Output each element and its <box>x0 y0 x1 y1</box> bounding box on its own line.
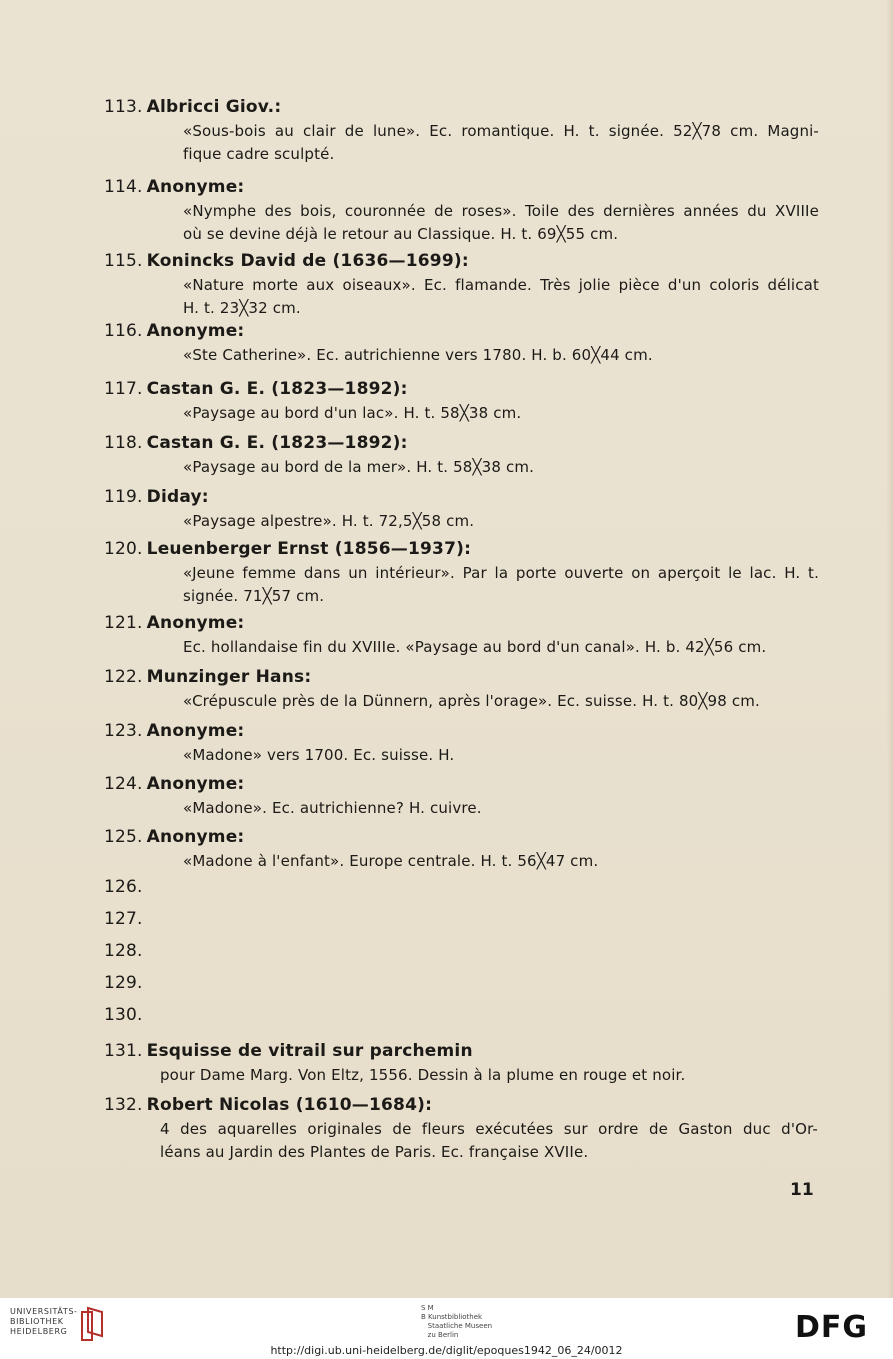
page-edge <box>887 0 893 1298</box>
entry-heading <box>104 320 244 342</box>
description-line: «Nymphe des bois, couronnée de roses». Toile des dernières années du XVIIIe <box>183 202 819 220</box>
entry-heading <box>104 940 143 962</box>
entry-heading <box>104 972 143 994</box>
description-line: «Paysage alpestre». H. t. 72,5╳58 cm. <box>183 512 475 530</box>
entry-heading <box>104 908 143 930</box>
entry-artist: Anonyme: <box>146 827 245 847</box>
entry-artist: Anonyme: <box>146 321 245 341</box>
entry-heading <box>104 96 281 118</box>
entry-number: 118. <box>104 433 143 453</box>
entry-number: 131. <box>104 1041 143 1061</box>
description-line: «Madone». Ec. autrichienne? H. cuivre. <box>183 799 482 817</box>
entry-artist: Esquisse de vitrail sur parchemin <box>146 1041 473 1061</box>
entry-number: 119. <box>104 487 143 507</box>
dfg-logo: DFG <box>795 1310 869 1345</box>
entry-description <box>183 120 819 166</box>
description-line: fique cadre sculpté. <box>183 145 335 163</box>
entry-number: 126. <box>104 877 143 897</box>
entry-number: 121. <box>104 613 143 633</box>
description-line: «Crépuscule près de la Dünnern, après l'orage». Ec. suisse. H. t. 80╳98 cm. <box>183 692 760 710</box>
description-line: «Sous-bois au clair de lune». Ec. romantique. H. t. signée. 52╳78 cm. Magni- <box>183 122 819 140</box>
entry-description <box>183 744 819 767</box>
description-line: signée. 71╳57 cm. <box>183 587 325 605</box>
entry-heading <box>104 538 471 560</box>
description-line: où se devine déjà le retour au Classique. H. t. 69╳55 cm. <box>183 225 619 243</box>
description-line: H. t. 23╳32 cm. <box>183 299 301 317</box>
entry-description <box>183 200 819 246</box>
entry-artist: Castan G. E. (1823—1892): <box>146 379 408 399</box>
entry-description <box>183 797 819 820</box>
entry-number: 115. <box>104 251 143 271</box>
entry-artist: Anonyme: <box>146 177 245 197</box>
description-line: pour Dame Marg. Von Eltz, 1556. Dessin à la plume en rouge et noir. <box>160 1066 686 1084</box>
entry-artist: Albricci Giov.: <box>146 97 282 117</box>
entry-heading <box>104 1004 143 1026</box>
entry-heading <box>104 486 209 508</box>
entry-heading <box>104 1040 473 1062</box>
description-line: «Jeune femme dans un intérieur». Par la porte ouverte on aperçoit le lac. H. t. <box>183 564 819 582</box>
entry-heading <box>104 826 244 848</box>
entry-description <box>160 1118 818 1164</box>
entry-heading <box>104 876 143 898</box>
description-line: «Madone» vers 1700. Ec. suisse. H. <box>183 746 455 764</box>
description-line: 4 des aquarelles originales de fleurs exécutées sur ordre de Gaston duc d'Or- <box>160 1120 818 1138</box>
entry-artist: Munzinger Hans: <box>146 667 312 687</box>
entry-description <box>183 274 819 320</box>
entry-description <box>183 636 819 659</box>
entry-heading <box>104 773 244 795</box>
entry-artist: Anonyme: <box>146 774 245 794</box>
entry-number: 127. <box>104 909 143 929</box>
page-number: 11 <box>790 1180 814 1200</box>
entry-heading <box>104 176 244 198</box>
library-name: UNIVERSITÄTS- BIBLIOTHEK HEIDELBERG <box>10 1307 78 1336</box>
entry-artist: Robert Nicolas (1610—1684): <box>146 1095 433 1115</box>
description-line: «Madone à l'enfant». Europe centrale. H. t. 56╳47 cm. <box>183 852 599 870</box>
entry-description <box>183 690 819 713</box>
entry-artist: Leuenberger Ernst (1856—1937): <box>146 539 472 559</box>
footer <box>0 1298 893 1359</box>
entry-number: 113. <box>104 97 143 117</box>
entry-description <box>183 344 819 367</box>
entry-description <box>183 456 819 479</box>
library-logo-icon <box>80 1306 106 1342</box>
source-url[interactable]: http://digi.ub.uni-heidelberg.de/diglit/epoques1942_06_24/0012 <box>270 1344 623 1357</box>
entry-number: 123. <box>104 721 143 741</box>
entry-heading <box>104 250 469 272</box>
entry-description <box>183 510 819 533</box>
museum-stamp: S M B Kunstbibliothek Staatliche Museen zu Berlin <box>421 1304 493 1339</box>
description-line: «Paysage au bord de la mer». H. t. 58╳38 cm. <box>183 458 535 476</box>
entry-heading <box>104 378 408 400</box>
entry-number: 114. <box>104 177 143 197</box>
entry-number: 130. <box>104 1005 143 1025</box>
entry-description <box>183 562 819 608</box>
entry-description <box>183 402 819 425</box>
entry-number: 122. <box>104 667 143 687</box>
entry-artist: Diday: <box>146 487 209 507</box>
entry-number: 116. <box>104 321 143 341</box>
entry-heading <box>104 612 244 634</box>
entry-number: 120. <box>104 539 143 559</box>
entry-number: 128. <box>104 941 143 961</box>
entry-artist: Castan G. E. (1823—1892): <box>146 433 408 453</box>
entry-artist: Anonyme: <box>146 721 245 741</box>
entry-artist: Anonyme: <box>146 613 245 633</box>
entry-heading <box>104 1094 432 1116</box>
entry-artist: Konincks David de (1636—1699): <box>146 251 469 271</box>
entry-heading <box>104 720 244 742</box>
entry-number: 125. <box>104 827 143 847</box>
entry-number: 132. <box>104 1095 143 1115</box>
description-line: léans au Jardin des Plantes de Paris. Ec. française XVIIe. <box>160 1143 589 1161</box>
entry-heading <box>104 666 311 688</box>
description-line: Ec. hollandaise fin du XVIIIe. «Paysage au bord d'un canal». H. b. 42╳56 cm. <box>183 638 767 656</box>
entry-number: 129. <box>104 973 143 993</box>
entry-number: 117. <box>104 379 143 399</box>
description-line: «Paysage au bord d'un lac». H. t. 58╳38 cm. <box>183 404 522 422</box>
description-line: «Nature morte aux oiseaux». Ec. flamande. Très jolie pièce d'un coloris délicat <box>183 276 819 294</box>
entry-description <box>183 850 819 873</box>
entry-heading <box>104 432 408 454</box>
entry-description <box>160 1064 818 1087</box>
entry-number: 124. <box>104 774 143 794</box>
description-line: «Ste Catherine». Ec. autrichienne vers 1780. H. b. 60╳44 cm. <box>183 346 653 364</box>
